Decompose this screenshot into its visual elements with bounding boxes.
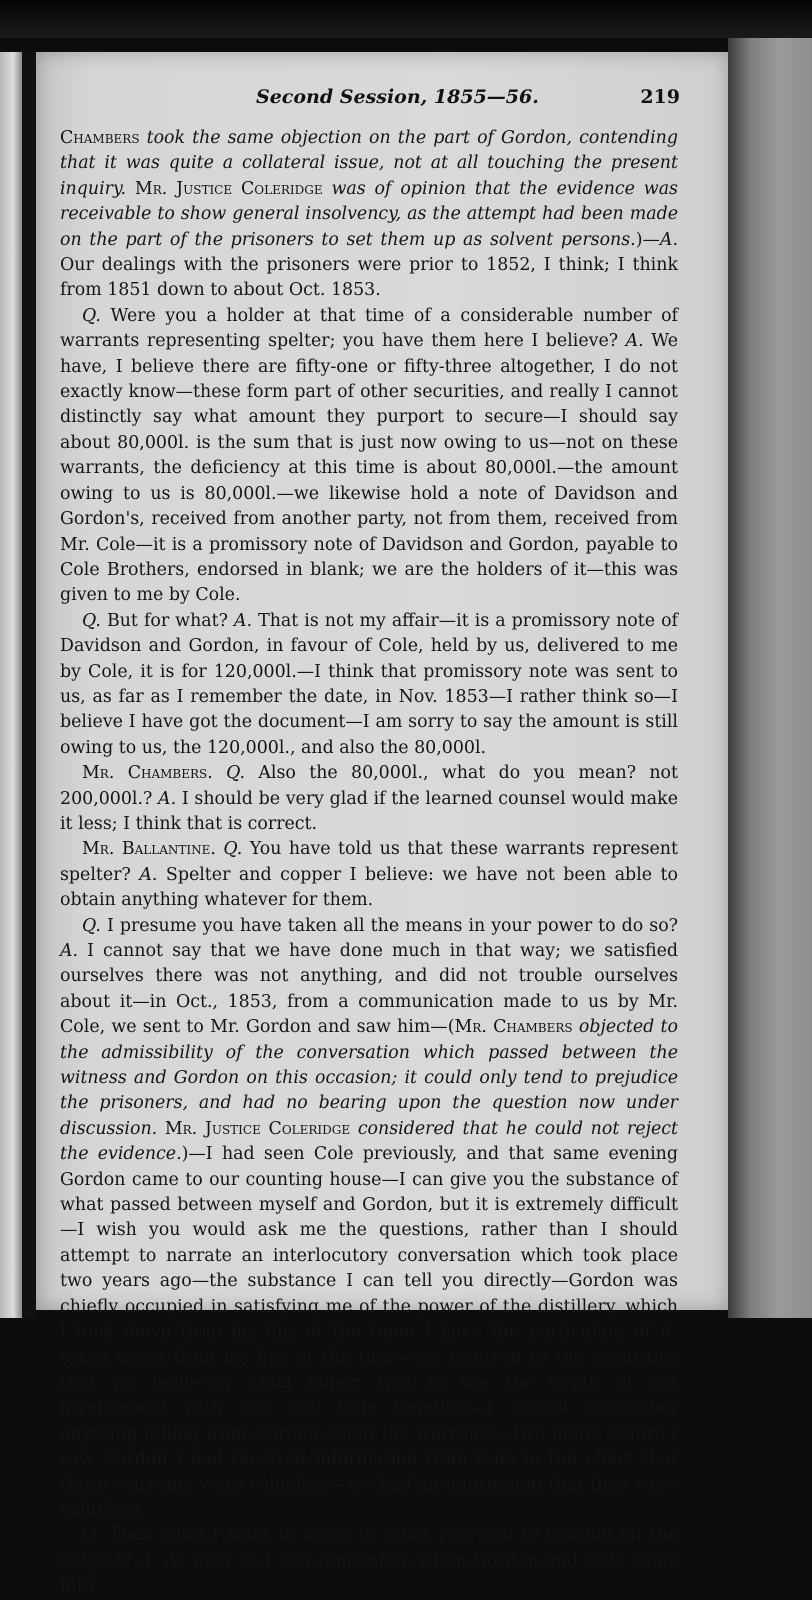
page-number: 219 [640,86,680,108]
text-run: A. [60,941,79,961]
text-run: )—I had seen Cole previously, and that same evening Gordon came to our counting house—I can give you the substance of what passed between myself and Gordon, but it is extremely difficult—I wish you would ask me the questions, rather than I should attempt to narrate an interlocutory conversation which took place two years ago—the substance I can tell you directly—Gordon was chiefly occupied in satisfying me of the power of the distillery, which I took down from his lips at the time; I have the particulars of it, taken down from his lips at the time—we referred to the securities that we held—my chief object was to see the depth of our involvement with him and Cole together—I cannot remember anything falling from Gordon about the warrants—two hours before I saw Gordon I had received information from Cole to the effect that those warrants were valueless—we had an impression that they were valueless. [60,1144,678,1520]
text-run: Q. [82,610,101,631]
text-run: Also the 80,000l., what do you mean? not 200,000l.? [60,763,679,809]
text-run: As near as I can remember, when Gordon and Cole came into [60,1550,678,1597]
text-run: Our dealings with the prisoners were prior to 1852, I think; I think from 1851 down to about Oct. 1853. [60,255,678,301]
text-run: Q. [226,763,246,784]
text-run: was of opinion that the evidence was receivable to show general insolvency, as the attempt had been made on the part of the prisoners to set them up as solvent persons. [60,178,678,250]
text-run: Mr. Chambers [454,1017,573,1038]
text-run: A. [139,864,158,885]
text-run: I cannot say that we have done much in that way; we satisfied ourselves there was not anything, and did not trouble ourselves about it—in Oct., 1853, from a communication made to us by Mr. Cole, we sent to Mr. Gordon and saw him—( [60,941,678,1038]
text-run: Mr. Justice Coleridge [134,178,323,199]
text-run: A. [625,331,644,352]
text-run: A. [139,1550,158,1571]
text-run: That is not my affair—it is a promissory note of Davidson and Gordon, in favour of Cole, held by us, delivered to me by Cole, it is for 120,000l.—I think that promissory note was sent to us, as far as I remember the date, in Nov. 1853—I rather think so—I believe I have got the document—I am sorry to say the amount is still owing to us, the 120,000l., and also the 80,000l. [60,610,678,758]
text-run: Q. [223,839,243,860]
text-run [213,763,226,783]
transcript-paragraph [60,914,678,1524]
text-run: took the same objection on the part of Gordon, contending that it was quite a collateral issue, not at all touching the present inquiry. [60,128,678,199]
text-run: Mr. Ballantine. [82,839,216,860]
text-run: You have told us that these warrants represent spelter? [60,839,678,885]
transcript-paragraph [60,304,678,609]
text-run: Chambers [60,128,140,148]
text-run: But for what? [100,610,234,631]
text-run: Mr. Chambers. [82,763,213,784]
transcript-body [60,126,678,1600]
transcript-paragraph [60,1523,678,1599]
text-run: Q. [82,305,101,326]
book-fore-edge [728,38,812,1318]
scan-top-shadow [0,0,812,38]
text-run: I should be very glad if the learned counsel would make it less; I think that is correct. [60,788,678,834]
text-run: A. [158,788,177,809]
transcript-paragraph [60,609,678,761]
text-run: Q. [82,1525,101,1546]
transcript-paragraph [60,761,678,837]
text-run: Mr. Justice Coleridge [164,1118,351,1139]
text-run: Then what I want to know is, what you said to Gordon on the subject? [60,1525,678,1571]
facing-page-edge [0,52,22,1318]
text-run: Q. [82,915,101,936]
book-gutter [22,52,36,1318]
text-run: Spelter and copper I believe: we have not been able to obtain anything whatever for them. [60,864,678,911]
text-run: Were you a holder at that time of a considerable number of warrants representing spelter; you have them here I believe? [60,305,678,352]
running-header [220,86,680,114]
transcript-paragraph [60,837,678,913]
text-run: A. [233,610,253,631]
text-run: considered that he could not reject the evidence. [60,1118,679,1165]
session-title: Second Session, 1855—56. [256,86,539,108]
text-run: I presume you have taken all the means in your power to do so? [100,915,678,936]
text-run: )— [635,229,660,250]
text-run: objected to the admissibility of the conversation which passed between the witness and Gordon on this occasion; it could only tend to prejudice the prisoners, and had no bearing upon the question now under discussion. [60,1017,678,1139]
text-run: A. [659,229,678,250]
transcript-paragraph [60,126,678,304]
text-run: We have, I believe there are fifty-one or fifty-three altogether, I do not exactly know—these form part of other securities, and really I cannot distinctly say what amount they purport to secure—I should say about 80,000l. is the sum that is just now owing to us—not on these warrants, the deficiency at this time is about 80,000l.—the amount owing to us is 80,000l.—we likewise hold a note of Davidson and Gordon's, received from another party, not from them, received from Mr. Cole—it is a promissory note of Davidson and Gordon, payable to Cole Brothers, endorsed in blank; we are the holders of it—this was given to me by Cole. [60,331,678,606]
